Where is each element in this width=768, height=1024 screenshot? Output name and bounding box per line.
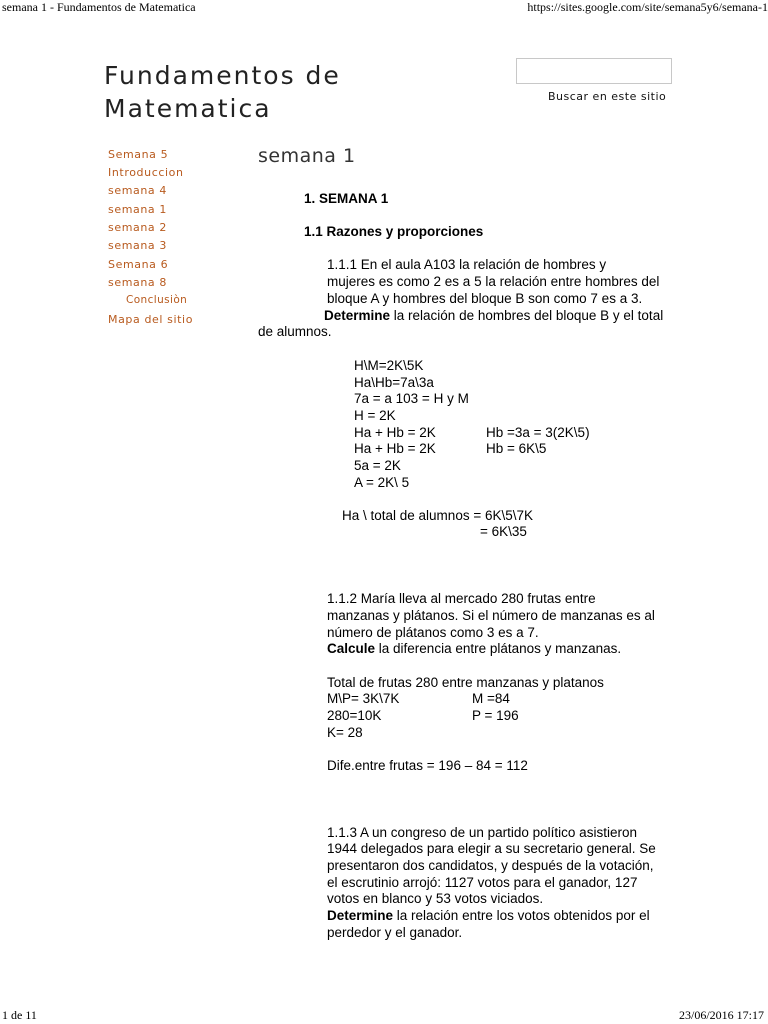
sidebar-item-semana-3[interactable]: semana 3 [108,239,167,252]
math2-left-2: 280=10K [327,708,382,723]
sidebar-subitem-conclusion[interactable]: Conclusiòn [126,294,188,306]
sidebar-sitemap-link[interactable]: Mapa del sitio [108,313,194,326]
p3-line-5: votos en blanco y 53 votos viciados. [327,891,544,906]
sidebar-item-semana-6[interactable]: Semana 6 [108,258,169,271]
math1-line-5: Ha + Hb = 2K [354,425,436,440]
math1-line-1: H\M=2K\5K [354,358,424,373]
p3-line-2: 1944 delegados para elegir a su secretario general. Se [327,841,656,856]
p1-rest: la relación de hombres del bloque B y el total [390,308,664,323]
math1-line-3: 7a = a 103 = H y M [354,391,469,406]
p3-bold: Determine [327,908,394,923]
math2-diff: Dife.entre frutas = 196 – 84 = 112 [327,758,528,773]
math1-total-1: Ha \ total de alumnos = 6K\5\7K [342,508,533,523]
p2-line-4 [327,641,621,658]
sidebar-item-semana-8[interactable]: semana 8 [108,276,167,289]
math1-line-6: Ha + Hb = 2K [354,441,436,456]
math1-total-2: = 6K\35 [480,524,527,539]
math1-line-7: 5a = 2K [354,458,401,473]
p1-line-1: 1.1.1 En el aula A103 la relación de hombres y [327,257,607,272]
site-title-line1: Fundamentos de [104,61,341,90]
heading-razones: 1.1 Razones y proporciones [304,224,484,239]
math1-line-8: A = 2K\ 5 [354,475,410,490]
p1-line-5: de alumnos. [258,324,332,339]
sidebar-item-semana-2[interactable]: semana 2 [108,221,167,234]
sidebar-item-introduccion[interactable]: Introduccion [108,166,184,179]
p1-line-3: bloque A y hombres del bloque B son como 7 es a 3. [327,291,643,306]
math1-right-1: Hb =3a = 3(2K\5) [486,425,590,440]
math2-left-3: K= 28 [327,725,363,740]
math2-right-1: M =84 [472,691,510,706]
print-timestamp: 23/06/2016 17:17 [678,1008,764,1022]
math1-line-4: H = 2K [354,408,396,423]
p2-line-3: número de plátanos como 3 es a 7. [327,625,539,640]
math2-right-2: P = 196 [472,708,519,723]
p2-bold: Calcule [327,641,376,656]
math1-line-2: Ha\Hb=7a\3a [354,375,434,390]
p3-line-1: 1.1.3 A un congreso de un partido político asistieron [327,825,637,840]
print-url: https://sites.google.com/site/semana5y6/semana-1 [527,0,768,14]
p3-line-7: perdedor y el ganador. [327,925,463,940]
site-title[interactable] [104,59,341,125]
search-button[interactable]: Buscar en este sitio [548,90,667,103]
p3-rest: la relación entre los votos obtenidos por el [393,908,650,923]
p3-line-4: el escrutinio arrojó: 1127 votos para el ganador, 127 [327,875,638,890]
math1-right-2: Hb = 6K\5 [486,441,547,456]
sidebar-item-semana-4[interactable]: semana 4 [108,184,167,197]
search-input[interactable] [516,58,672,84]
p2-rest: la diferencia entre plátanos y manzanas. [375,641,622,656]
math2-line-1: Total de frutas 280 entre manzanas y platanos [327,675,604,690]
page-title: semana 1 [258,145,356,167]
p1-line-4 [324,308,663,325]
sidebar-item-semana-1[interactable]: semana 1 [108,203,167,216]
p2-line-1: 1.1.2 María lleva al mercado 280 frutas entre [327,591,596,606]
print-page-count: 1 de 11 [2,1008,37,1022]
sidebar-item-semana-5[interactable]: Semana 5 [108,148,169,161]
p2-line-2: manzanas y plátanos. Si el número de manzanas es al [327,608,655,623]
print-page-title: semana 1 - Fundamentos de Matematica [2,0,196,14]
p1-line-2: mujeres es como 2 es a 5 la relación entre hombres del [327,274,660,289]
p3-line-6 [327,908,650,925]
p1-bold: Determine [324,308,391,323]
p3-line-3: presentaron dos candidatos, y después de la votación, [327,858,654,873]
site-title-line2: Matematica [104,94,272,123]
heading-semana-1: 1. SEMANA 1 [304,191,389,206]
math2-left-1: M\P= 3K\7K [327,691,400,706]
